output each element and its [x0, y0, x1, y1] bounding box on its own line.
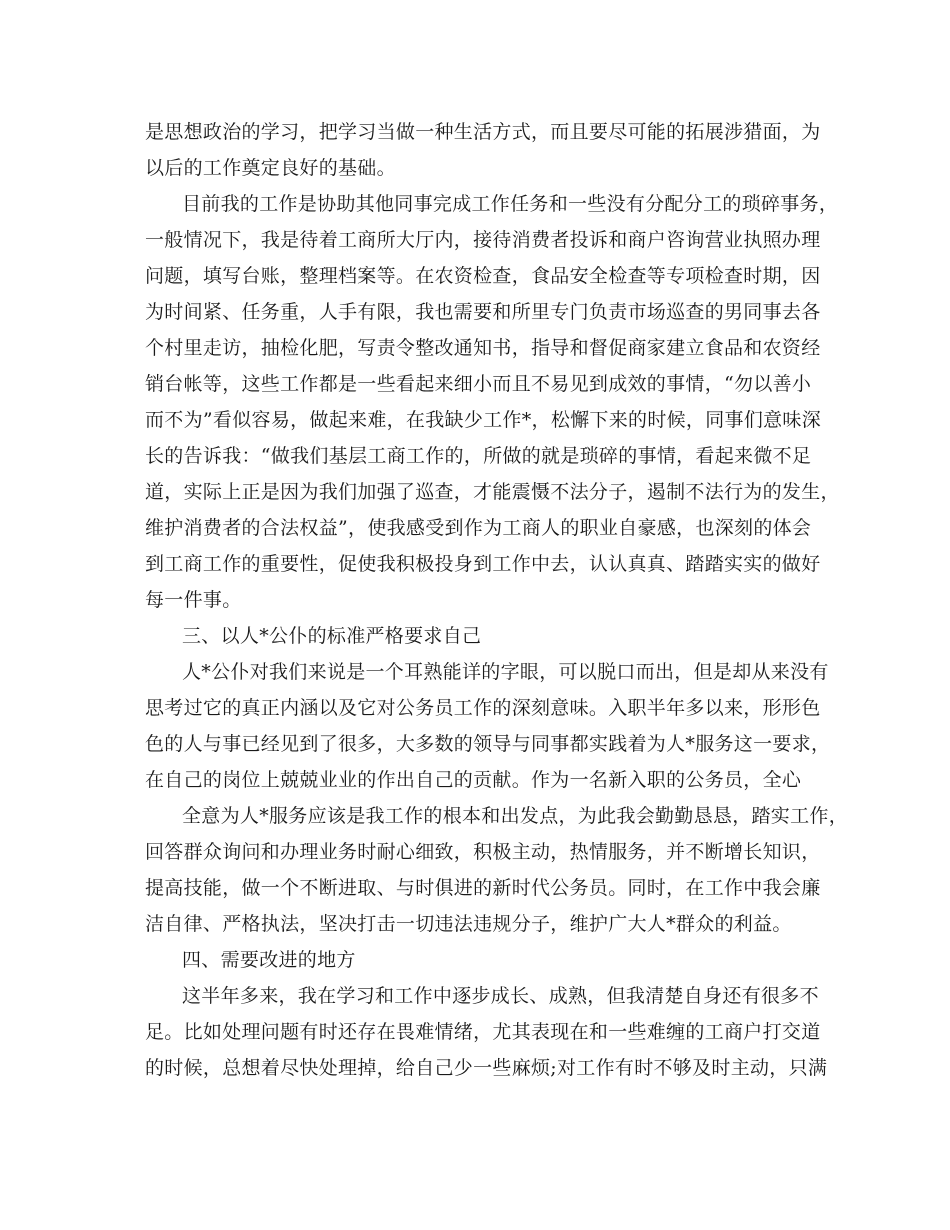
- paragraph-line: 长的告诉我：“做我们基层工商工作的，所做的就是琐碎的事情，看起来微不足: [145, 445, 812, 467]
- paragraph-line: 足。比如处理问题有时还存在畏难情绪，尤其表现在和一些难缠的工商户打交道: [145, 1021, 821, 1043]
- paragraph-line: 在自己的岗位上兢兢业业的作出自己的贡献。作为一名新入职的公务员，全心: [145, 769, 802, 791]
- section-heading: 四、需要改进的地方: [182, 949, 356, 971]
- section-heading: 三、以人*公仆的标准严格要求自己: [182, 625, 482, 647]
- paragraph-line: 道，实际上正是因为我们加强了巡查，才能震慑不法分子，遏制不法行为的发生，: [145, 481, 840, 503]
- paragraph-line: 为时间紧、任务重，人手有限，我也需要和所里专门负责市场巡查的男同事去各: [145, 301, 821, 323]
- paragraph-line: 色的人与事已经见到了很多，大多数的领导与同事都实践着为人*服务这一要求，: [145, 733, 831, 755]
- paragraph-line: 这半年多来，我在学习和工作中逐步成长、成熟，但我清楚自身还有很多不: [182, 985, 819, 1007]
- paragraph-line: 人*公仆对我们来说是一个耳熟能详的字眼，可以脱口而出，但是却从来没有: [182, 661, 829, 683]
- paragraph-line: 每一件事。: [145, 589, 242, 611]
- paragraph-line: 目前我的工作是协助其他同事完成工作任务和一些没有分配分工的琐碎事务，: [182, 193, 839, 215]
- paragraph-line: 销台帐等，这些工作都是一些看起来细小而且不易见到成效的事情，“勿以善小: [145, 373, 812, 395]
- paragraph-line: 以后的工作奠定良好的基础。: [145, 157, 396, 179]
- paragraph-line: 一般情况下，我是待着工商所大厅内，接待消费者投诉和商户咨询营业执照办理: [145, 229, 821, 251]
- paragraph-line: 回答群众询问和办理业务时耐心细致，积极主动，热情服务，并不断增长知识，: [145, 841, 821, 863]
- paragraph-line: 到工商工作的重要性，促使我积极投身到工作中去，认认真真、踏踏实实的做好: [145, 553, 821, 575]
- paragraph-line: 个村里走访，抽检化肥，写责令整改通知书，指导和督促商家建立食品和农资经: [145, 337, 821, 359]
- paragraph-line: 思考过它的真正内涵以及它对公务员工作的深刻意味。入职半年多以来，形形色: [145, 697, 821, 719]
- paragraph-line: 而不为”看似容易，做起来难，在我缺少工作*，松懈下来的时候，同事们意味深: [145, 409, 822, 431]
- paragraph-line: 维护消费者的合法权益”，使我感受到作为工商人的职业自豪感，也深刻的体会: [145, 517, 812, 539]
- paragraph-line: 问题，填写台账，整理档案等。在农资检查，食品安全检查等专项检查时期，因: [145, 265, 821, 287]
- paragraph-line: 洁自律、严格执法，坚决打击一切违法违规分子，维护广大人*群众的利益。: [145, 913, 792, 935]
- paragraph-line: 提高技能，做一个不断进取、与时俱进的新时代公务员。同时，在工作中我会廉: [145, 877, 821, 899]
- paragraph-line: 全意为人*服务应该是我工作的根本和出发点，为此我会勤勤恳恳，踏实工作，: [182, 805, 849, 827]
- paragraph-line: 的时候，总想着尽快处理掉，给自己少一些麻烦;对工作有时不够及时主动，只满: [145, 1057, 828, 1079]
- paragraph-line: 是思想政治的学习，把学习当做一种生活方式，而且要尽可能的拓展涉猎面，为: [145, 121, 821, 143]
